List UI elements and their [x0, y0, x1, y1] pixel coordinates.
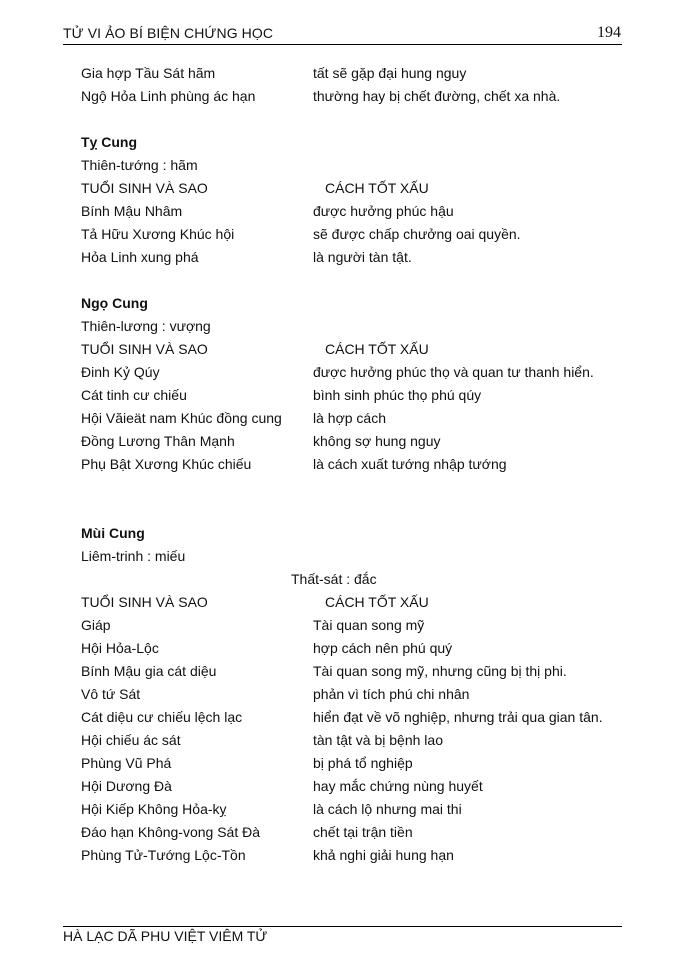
row-condition: Hội Hỏa-Lộc: [81, 640, 159, 656]
row-condition: Phụ Bật Xương Khúc chiếu: [81, 456, 252, 472]
row-outcome: là hợp cách: [313, 410, 387, 426]
table-row: [81, 614, 641, 637]
section-subtitle-secondary: [81, 568, 641, 591]
row-outcome: được hưởng phúc hậu: [313, 203, 454, 219]
row-outcome: tàn tật và bị bệnh lao: [313, 732, 443, 748]
page-header-title: TỬ VI ẢO BÍ BIỆN CHỨNG HỌC: [63, 25, 274, 41]
row-outcome: Tài quan song mỹ: [313, 617, 425, 633]
row-condition: Cát tinh cư chiếu: [81, 387, 187, 403]
table-row: [81, 200, 641, 223]
table-row: [81, 706, 641, 729]
row-condition: Giáp: [81, 617, 111, 633]
row-outcome: khả nghi giải hung hạn: [313, 847, 454, 863]
row-outcome: hợp cách nên phú quý: [313, 640, 453, 656]
row-outcome: thường hay bị chết đường, chết xa nhà.: [313, 88, 561, 104]
row-condition: Vô tứ Sát: [81, 686, 141, 702]
row-outcome: hiển đạt về võ nghiệp, nhưng trải qua gian tân.: [313, 709, 603, 725]
row-outcome: không sợ hung nguy: [313, 433, 441, 449]
section-title-mui: Mùi Cung: [81, 525, 145, 541]
table-row: [81, 637, 641, 660]
table-row: [81, 821, 641, 844]
section-subtitle: Liêm-trinh : miếu: [81, 548, 186, 564]
column-header-birth-stars: TUỔI SINH VÀ SAO: [81, 180, 208, 196]
column-header-outcome: CÁCH TỐT XẤU: [325, 341, 429, 357]
table-row: [81, 798, 641, 821]
table-row: [81, 223, 641, 246]
row-condition: Gia hợp Tầu Sát hãm: [81, 65, 216, 81]
section-subtitle-centered: Thất-sát : đắc: [291, 571, 377, 587]
table-row: [81, 775, 641, 798]
row-outcome: là người tàn tật.: [313, 249, 412, 265]
row-condition: Hội chiếu ác sát: [81, 732, 181, 748]
row-outcome: phản vì tích phú chi nhân: [313, 686, 470, 702]
column-header-outcome: CÁCH TỐT XẤU: [325, 180, 429, 196]
table-row: [81, 844, 641, 867]
section-title-ty: Tỵ Cung: [81, 134, 137, 150]
row-outcome: chết tại trận tiền: [313, 824, 413, 840]
table-row: [81, 453, 641, 476]
row-condition: Hỏa Linh xung phá: [81, 249, 199, 265]
table-row: [81, 361, 641, 384]
table-row: [81, 85, 641, 108]
row-outcome: bình sinh phúc thọ phú qúy: [313, 387, 482, 403]
column-header-row: [81, 177, 641, 200]
section-title-ngo: Ngọ Cung: [81, 295, 148, 311]
row-condition: Ngộ Hỏa Linh phùng ác hạn: [81, 88, 256, 104]
row-outcome: là cách lộ nhưng mai thi: [313, 801, 462, 817]
column-header-row: [81, 338, 641, 361]
table-row: [81, 729, 641, 752]
row-condition: Đinh Kỷ Qúy: [81, 364, 160, 380]
footer-divider: [63, 926, 622, 927]
row-condition: Cát diệu cư chiếu lệch lạc: [81, 709, 243, 725]
row-outcome: được hưởng phúc thọ và quan tư thanh hiển.: [313, 364, 594, 380]
column-header-outcome: CÁCH TỐT XẤU: [325, 594, 429, 610]
table-row: [81, 384, 641, 407]
row-condition: Phùng Tử-Tướng Lộc-Tồn: [81, 847, 246, 863]
row-condition: Hội Văieät nam Khúc đồng cung: [81, 410, 282, 426]
row-condition: Đáo hạn Không-vong Sát Đà: [81, 824, 261, 840]
page-content: [81, 62, 641, 867]
row-outcome: tất sẽ gặp đại hung nguy: [313, 65, 467, 81]
row-outcome: bị phá tổ nghiệp: [313, 755, 413, 771]
row-condition: Đồng Lương Thân Mạnh: [81, 433, 235, 449]
row-condition: Bính Mậu gia cát diệu: [81, 663, 217, 679]
table-row: [81, 683, 641, 706]
table-row: [81, 62, 641, 85]
section-subtitle: Thiên-tướng : hãm: [81, 157, 198, 173]
table-row: [81, 407, 641, 430]
row-condition: Hội Kiếp Không Hỏa-kỵ: [81, 801, 227, 817]
page-footer-author: HÀ LẠC DÃ PHU VIỆT VIÊM TỬ: [63, 928, 268, 944]
row-condition: Phùng Vũ Phá: [81, 755, 172, 771]
table-row: [81, 246, 641, 269]
header-divider: [63, 44, 622, 45]
table-row: [81, 660, 641, 683]
page-number: 194: [597, 24, 621, 41]
row-outcome: Tài quan song mỹ, nhưng cũng bị thị phi.: [313, 663, 567, 679]
row-outcome: sẽ được chấp chưởng oai quyền.: [313, 226, 521, 242]
row-condition: Bính Mậu Nhâm: [81, 203, 183, 219]
table-row: [81, 752, 641, 775]
row-condition: Hội Dương Đà: [81, 778, 172, 794]
row-outcome: hay mắc chứng nùng huyết: [313, 778, 483, 794]
row-outcome: là cách xuất tướng nhập tướng: [313, 456, 507, 472]
section-subtitle: Thiên-lương : vượng: [81, 318, 211, 334]
table-row: [81, 430, 641, 453]
row-condition: Tả Hữu Xương Khúc hội: [81, 226, 235, 242]
column-header-row: [81, 591, 641, 614]
column-header-birth-stars: TUỔI SINH VÀ SAO: [81, 594, 208, 610]
column-header-birth-stars: TUỔI SINH VÀ SAO: [81, 341, 208, 357]
